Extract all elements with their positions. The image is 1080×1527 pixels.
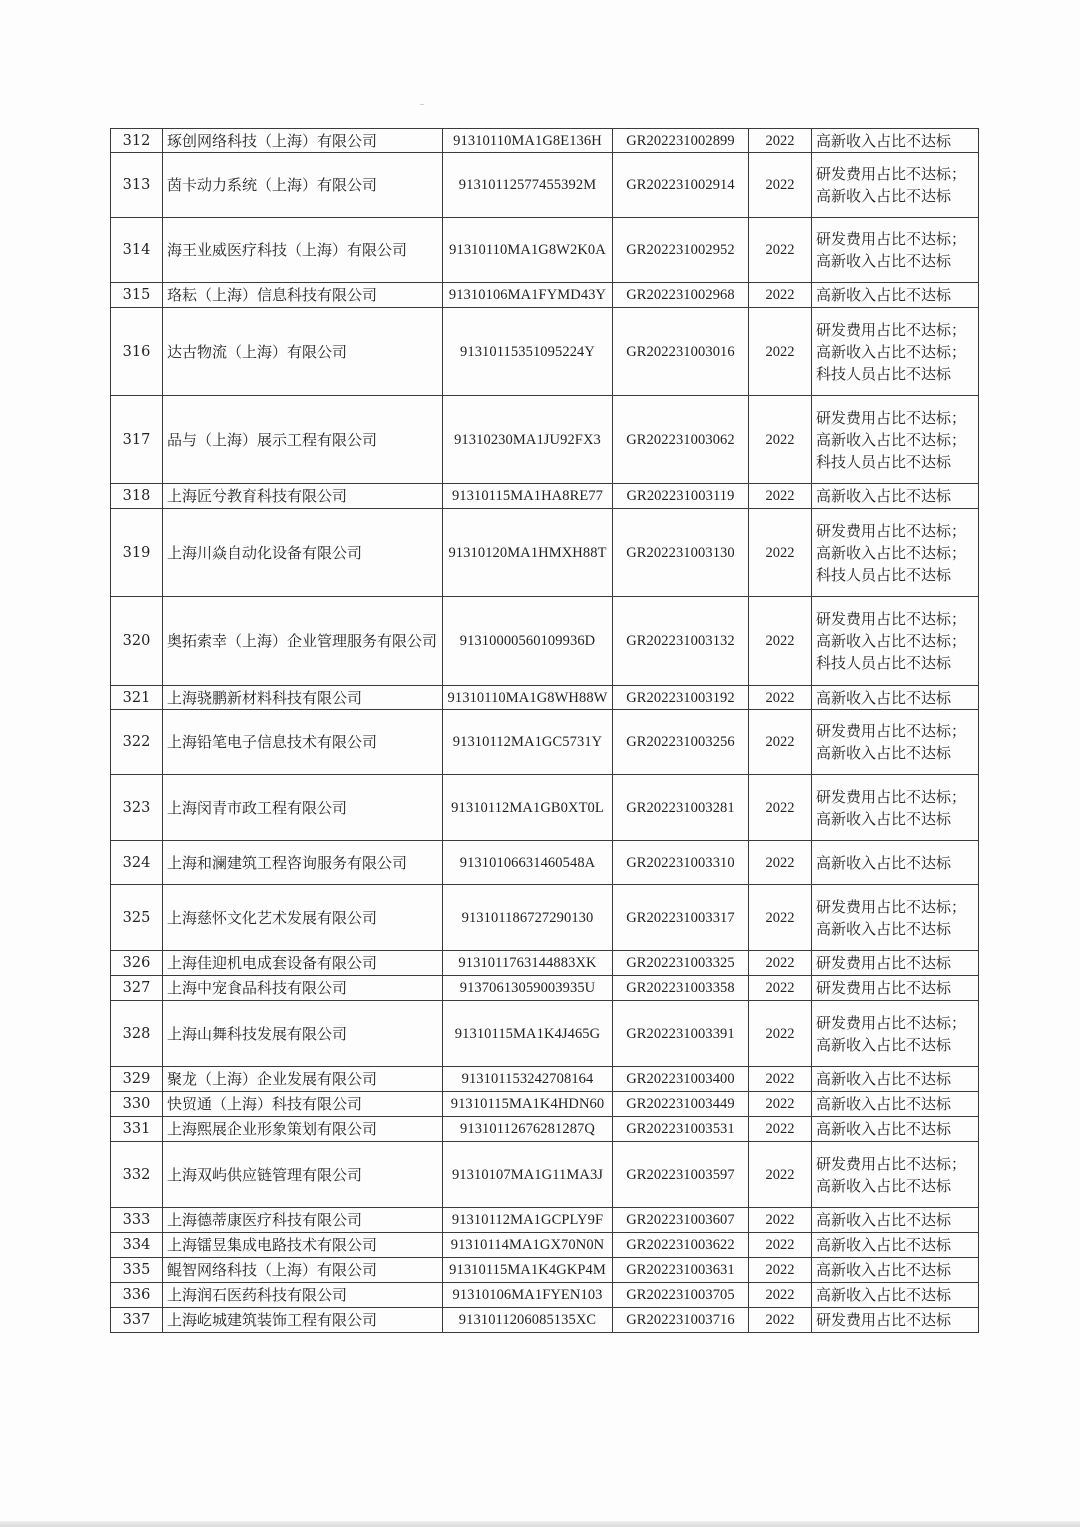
year: 2022: [749, 218, 812, 283]
year: 2022: [749, 1208, 812, 1233]
reason-text: 高新收入占比不达标: [812, 1092, 979, 1117]
table-row: [111, 308, 979, 396]
year: 2022: [749, 396, 812, 484]
table-row: [111, 1283, 979, 1308]
year: 2022: [749, 1067, 812, 1092]
year: 2022: [749, 1092, 812, 1117]
certificate-number: GR202231003631: [613, 1258, 749, 1283]
company-name: 上海润石医药科技有限公司: [163, 1283, 443, 1308]
credit-code: 91310120MA1HMXH88T: [443, 509, 613, 597]
year: 2022: [749, 1142, 812, 1208]
year: 2022: [749, 951, 812, 976]
table-row: [111, 686, 979, 710]
credit-code: 91310112676281287Q: [443, 1117, 613, 1142]
certificate-number: GR202231003607: [613, 1208, 749, 1233]
row-seq-number: 316: [111, 308, 163, 396]
reason-text: 高新收入占比不达标: [812, 484, 979, 509]
credit-code: 91310112MA1GB0XT0L: [443, 775, 613, 841]
certificate-number: GR202231003281: [613, 775, 749, 841]
certificate-number: GR202231002899: [613, 129, 749, 153]
certificate-number: GR202231003062: [613, 396, 749, 484]
reason-text: 研发费用占比不达标； 高新收入占比不达标: [812, 153, 979, 218]
reason-text: 研发费用占比不达标； 高新收入占比不达标； 科技人员占比不达标: [812, 308, 979, 396]
reason-text: 高新收入占比不达标: [812, 1258, 979, 1283]
company-name: 上海熙展企业形象策划有限公司: [163, 1117, 443, 1142]
reason-text: 研发费用占比不达标； 高新收入占比不达标: [812, 885, 979, 951]
certificate-number: GR202231003310: [613, 841, 749, 885]
table-row: [111, 1142, 979, 1208]
year: 2022: [749, 484, 812, 509]
company-name: 上海闵青市政工程有限公司: [163, 775, 443, 841]
certificate-number: GR202231003192: [613, 686, 749, 710]
company-name: 奥拓索幸（上海）企业管理服务有限公司: [163, 597, 443, 686]
credit-code: 91310106MA1FYEN103: [443, 1283, 613, 1308]
certificate-number: GR202231003016: [613, 308, 749, 396]
reason-text: 研发费用占比不达标； 高新收入占比不达标: [812, 218, 979, 283]
certificate-number: GR202231003256: [613, 710, 749, 775]
reason-text: 高新收入占比不达标: [812, 1067, 979, 1092]
reason-text: 高新收入占比不达标: [812, 283, 979, 308]
row-seq-number: 317: [111, 396, 163, 484]
company-name: 鲲智网络科技（上海）有限公司: [163, 1258, 443, 1283]
row-seq-number: 331: [111, 1117, 163, 1142]
row-seq-number: 318: [111, 484, 163, 509]
year: 2022: [749, 710, 812, 775]
company-name: 珞耘（上海）信息科技有限公司: [163, 283, 443, 308]
credit-code: 913101186727290130: [443, 885, 613, 951]
table-row: [111, 1092, 979, 1117]
header-mark: [420, 104, 424, 105]
credit-code: 913101153242708164: [443, 1067, 613, 1092]
certificate-number: GR202231003132: [613, 597, 749, 686]
company-name: 上海德蒂康医疗科技有限公司: [163, 1208, 443, 1233]
table-row: [111, 1308, 979, 1333]
credit-code: 91310107MA1G11MA3J: [443, 1142, 613, 1208]
certificate-number: GR202231002968: [613, 283, 749, 308]
row-seq-number: 324: [111, 841, 163, 885]
row-seq-number: 329: [111, 1067, 163, 1092]
company-name: 上海骁鹏新材料科技有限公司: [163, 686, 443, 710]
year: 2022: [749, 1233, 812, 1258]
table-row: [111, 283, 979, 308]
year: 2022: [749, 597, 812, 686]
row-seq-number: 325: [111, 885, 163, 951]
company-name: 上海川焱自动化设备有限公司: [163, 509, 443, 597]
certificate-number: GR202231003400: [613, 1067, 749, 1092]
credit-code: 91310115MA1K4GKP4M: [443, 1258, 613, 1283]
table-row: [111, 1117, 979, 1142]
company-name: 上海中宠食品科技有限公司: [163, 976, 443, 1001]
row-seq-number: 315: [111, 283, 163, 308]
table-row: [111, 153, 979, 218]
credit-code: 91310115MA1HA8RE77: [443, 484, 613, 509]
table-row: [111, 885, 979, 951]
credit-code: 91310115MA1K4HDN60: [443, 1092, 613, 1117]
reason-text: 研发费用占比不达标: [812, 976, 979, 1001]
credit-code: 91370613059003935U: [443, 976, 613, 1001]
table-body: [111, 129, 979, 1333]
row-seq-number: 319: [111, 509, 163, 597]
row-seq-number: 333: [111, 1208, 163, 1233]
table-row: [111, 1001, 979, 1067]
certificate-number: GR202231003705: [613, 1283, 749, 1308]
reason-text: 研发费用占比不达标； 高新收入占比不达标； 科技人员占比不达标: [812, 509, 979, 597]
row-seq-number: 328: [111, 1001, 163, 1067]
credit-code: 91310112MA1GC5731Y: [443, 710, 613, 775]
certificate-number: GR202231003130: [613, 509, 749, 597]
credit-code: 91310110MA1G8WH88W: [443, 686, 613, 710]
reason-text: 研发费用占比不达标； 高新收入占比不达标； 科技人员占比不达标: [812, 396, 979, 484]
reason-text: 高新收入占比不达标: [812, 1233, 979, 1258]
credit-code: 91310106MA1FYMD43Y: [443, 283, 613, 308]
year: 2022: [749, 885, 812, 951]
credit-code: 9131011206085135XC: [443, 1308, 613, 1333]
credit-code: 91310115MA1K4J465G: [443, 1001, 613, 1067]
year: 2022: [749, 686, 812, 710]
year: 2022: [749, 775, 812, 841]
row-seq-number: 326: [111, 951, 163, 976]
row-seq-number: 332: [111, 1142, 163, 1208]
table-row: [111, 1258, 979, 1283]
table-row: [111, 976, 979, 1001]
reason-text: 研发费用占比不达标； 高新收入占比不达标: [812, 775, 979, 841]
table-row: [111, 951, 979, 976]
table-row: [111, 129, 979, 153]
company-name: 茵卡动力系统（上海）有限公司: [163, 153, 443, 218]
records-table: [110, 128, 979, 1333]
certificate-number: GR202231002952: [613, 218, 749, 283]
table-row: [111, 396, 979, 484]
company-name: 上海铅笔电子信息技术有限公司: [163, 710, 443, 775]
table-row: [111, 218, 979, 283]
credit-code: 91310114MA1GX70N0N: [443, 1233, 613, 1258]
reason-text: 研发费用占比不达标: [812, 1308, 979, 1333]
row-seq-number: 334: [111, 1233, 163, 1258]
row-seq-number: 313: [111, 153, 163, 218]
year: 2022: [749, 1258, 812, 1283]
page-bottom-edge: [0, 1521, 1080, 1527]
reason-text: 研发费用占比不达标； 高新收入占比不达标； 科技人员占比不达标: [812, 597, 979, 686]
year: 2022: [749, 1283, 812, 1308]
reason-text: 高新收入占比不达标: [812, 1208, 979, 1233]
reason-text: 高新收入占比不达标: [812, 1117, 979, 1142]
company-name: 上海镭昱集成电路技术有限公司: [163, 1233, 443, 1258]
credit-code: 91310000560109936D: [443, 597, 613, 686]
year: 2022: [749, 1117, 812, 1142]
year: 2022: [749, 1001, 812, 1067]
certificate-number: GR202231003597: [613, 1142, 749, 1208]
company-name: 上海屹城建筑装饰工程有限公司: [163, 1308, 443, 1333]
reason-text: 研发费用占比不达标； 高新收入占比不达标: [812, 1142, 979, 1208]
reason-text: 研发费用占比不达标； 高新收入占比不达标: [812, 1001, 979, 1067]
year: 2022: [749, 509, 812, 597]
company-name: 聚龙（上海）企业发展有限公司: [163, 1067, 443, 1092]
row-seq-number: 335: [111, 1258, 163, 1283]
table-row: [111, 597, 979, 686]
year: 2022: [749, 976, 812, 1001]
company-name: 上海山舞科技发展有限公司: [163, 1001, 443, 1067]
reason-text: 高新收入占比不达标: [812, 841, 979, 885]
certificate-number: GR202231003449: [613, 1092, 749, 1117]
certificate-number: GR202231003358: [613, 976, 749, 1001]
table-row: [111, 775, 979, 841]
certificate-number: GR202231002914: [613, 153, 749, 218]
credit-code: 91310112577455392M: [443, 153, 613, 218]
company-name: 上海双屿供应链管理有限公司: [163, 1142, 443, 1208]
reason-text: 高新收入占比不达标: [812, 1283, 979, 1308]
reason-text: 研发费用占比不达标； 高新收入占比不达标: [812, 710, 979, 775]
credit-code: 91310112MA1GCPLY9F: [443, 1208, 613, 1233]
company-name: 快贸通（上海）科技有限公司: [163, 1092, 443, 1117]
company-name: 海王业威医疗科技（上海）有限公司: [163, 218, 443, 283]
credit-code: 91310106631460548A: [443, 841, 613, 885]
company-name: 上海慈怀文化艺术发展有限公司: [163, 885, 443, 951]
certificate-number: GR202231003531: [613, 1117, 749, 1142]
credit-code: 91310110MA1G8E136H: [443, 129, 613, 153]
reason-text: 高新收入占比不达标: [812, 686, 979, 710]
row-seq-number: 312: [111, 129, 163, 153]
row-seq-number: 330: [111, 1092, 163, 1117]
year: 2022: [749, 308, 812, 396]
reason-text: 研发费用占比不达标: [812, 951, 979, 976]
certificate-number: GR202231003391: [613, 1001, 749, 1067]
table-row: [111, 1233, 979, 1258]
credit-code: 91310110MA1G8W2K0A: [443, 218, 613, 283]
credit-code: 91310115351095224Y: [443, 308, 613, 396]
table-row: [111, 484, 979, 509]
year: 2022: [749, 153, 812, 218]
company-name: 达古物流（上海）有限公司: [163, 308, 443, 396]
year: 2022: [749, 1308, 812, 1333]
company-name: 上海和澜建筑工程咨询服务有限公司: [163, 841, 443, 885]
row-seq-number: 327: [111, 976, 163, 1001]
certificate-number: GR202231003716: [613, 1308, 749, 1333]
certificate-number: GR202231003622: [613, 1233, 749, 1258]
table-row: [111, 509, 979, 597]
row-seq-number: 337: [111, 1308, 163, 1333]
row-seq-number: 321: [111, 686, 163, 710]
row-seq-number: 323: [111, 775, 163, 841]
certificate-number: GR202231003119: [613, 484, 749, 509]
company-name: 上海佳迎机电成套设备有限公司: [163, 951, 443, 976]
certificate-number: GR202231003325: [613, 951, 749, 976]
company-name: 琢创网络科技（上海）有限公司: [163, 129, 443, 153]
table-row: [111, 841, 979, 885]
company-name: 上海匠兮教育科技有限公司: [163, 484, 443, 509]
table-row: [111, 710, 979, 775]
row-seq-number: 314: [111, 218, 163, 283]
table-row: [111, 1067, 979, 1092]
company-name: 品与（上海）展示工程有限公司: [163, 396, 443, 484]
row-seq-number: 320: [111, 597, 163, 686]
certificate-number: GR202231003317: [613, 885, 749, 951]
reason-text: 高新收入占比不达标: [812, 129, 979, 153]
table-row: [111, 1208, 979, 1233]
row-seq-number: 322: [111, 710, 163, 775]
year: 2022: [749, 129, 812, 153]
credit-code: 91310230MA1JU92FX3: [443, 396, 613, 484]
year: 2022: [749, 841, 812, 885]
credit-code: 9131011763144883XK: [443, 951, 613, 976]
year: 2022: [749, 283, 812, 308]
row-seq-number: 336: [111, 1283, 163, 1308]
